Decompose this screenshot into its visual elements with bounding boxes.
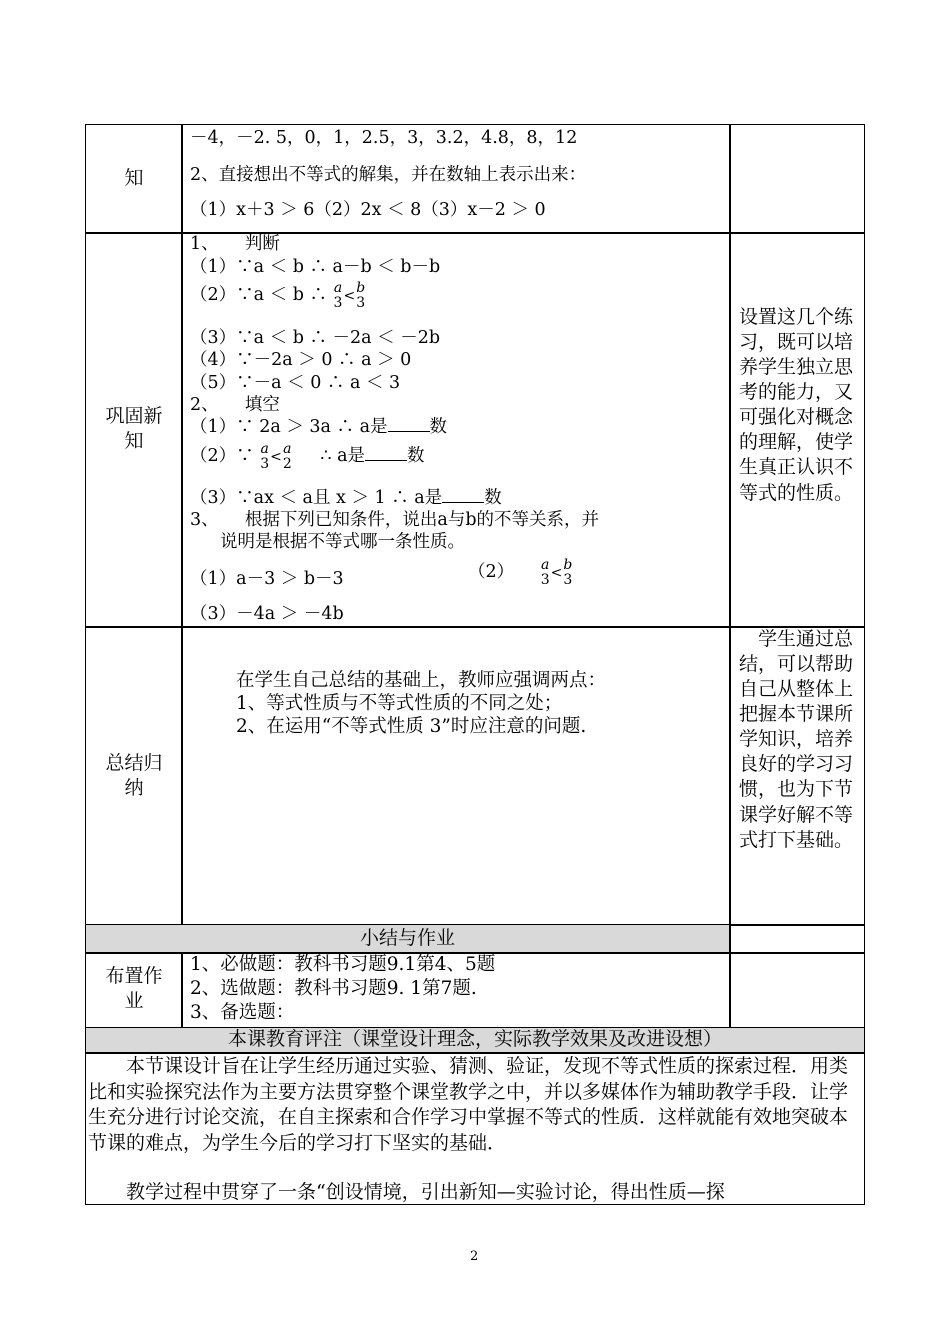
row2-note: 设置这几个练习，既可以培养学生独立思考的能力，又可强化对概念的理解，使学生真正认识不等式的性质。 <box>739 306 854 504</box>
row3-label-line1: 总结归 <box>105 752 163 774</box>
row2-label-line1: 巩固新 <box>105 405 163 427</box>
q1-item-3: （3）∵a ＜ b ∴ －2a ＜ －2b <box>190 328 441 348</box>
q3-item-1: （1）a－3 ＞ b－3 <box>190 569 344 589</box>
q2-item-2: （2）∵ a 3 < a 2 ∴ a是 数 <box>190 441 425 472</box>
row3-line-2: 1、等式性质与不等式性质的不同之处； <box>236 693 563 714</box>
less-than-sign: < <box>270 449 282 466</box>
q3-item-2: （2） a 3 < b 3 <box>468 557 573 588</box>
answer-blank <box>388 417 430 432</box>
homework-line-3: 3、备选题： <box>190 1002 295 1023</box>
row2-label-line2: 知 <box>124 429 144 452</box>
evaluation-paragraph-2: 教学过程中贯穿了一条“创设情境，引出新知—实验讨论，得出性质—探 <box>126 1181 725 1203</box>
summary-header: 小结与作业 <box>359 927 455 949</box>
fraction-b-over-3: b 3 <box>563 557 573 588</box>
page-number: 2 <box>470 1249 479 1264</box>
fraction-b-over-3: b 3 <box>356 280 366 311</box>
fraction-a-over-3: a 3 <box>333 280 343 311</box>
q1-item-2 <box>190 281 366 310</box>
homework-line-1: 1、必做题：教科书习题9.1第4、5题 <box>190 954 496 975</box>
q2-head: 2、 填空 <box>190 395 280 415</box>
q1-item-2-text: （2）∵a ＜ b ∴ <box>190 285 327 306</box>
q1-item-4: （4）∵－2a ＞ 0 ∴ a ＞ 0 <box>190 350 412 370</box>
fraction-a-over-2: a 2 <box>282 441 292 472</box>
evaluation-paragraph-1: 本节课设计旨在让学生经历通过实验、猜测、验证，发现不等式性质的探索过程．用类比和实验探究法作为主要方法贯穿整个课堂教学之中，并以多媒体作为辅助教学手段．让学生充分进行讨论交流，在自主探索和合作学习中掌握不等式的性质．这样就能有效地突破本节课的难点，为学生今后的学习打下坚实的基础． <box>88 1055 849 1154</box>
homework-label-line2: 业 <box>124 989 144 1012</box>
col-divider-left <box>181 124 183 952</box>
row1-line-3: （1）x＋3 ＞ 6（2）2x ＜ 8（3）x－2 ＞ 0 <box>190 200 546 220</box>
q3-head-2: 说明是根据不等式哪一条性质。 <box>220 532 465 552</box>
q3-item-3: （3）－4a ＞ －4b <box>190 604 344 624</box>
row1-label: 知 <box>124 167 144 189</box>
q2-item-3: （3）∵ax ＜ a且 x ＞ 1 ∴ a是 数 <box>190 488 502 508</box>
row3-note: 学生通过总结，可以帮助自己从整体上把握本节课所学知识，培养良好的学习习惯，也为下节课学好解不等式打下基础。 <box>739 628 854 851</box>
row3-line-1: 在学生自己总结的基础上，教师应强调两点： <box>236 670 607 691</box>
q1-item-1: （1）∵a ＜ b ∴ a－b ＜ b－b <box>190 257 441 277</box>
row1-line-1: －4，－2. 5，0，1，2.5，3，3.2，4.8，8，12 <box>190 128 578 148</box>
q1-head: 1、 判断 <box>190 234 280 254</box>
fraction-a-over-3: a 3 <box>260 441 270 472</box>
row3-line-3: 2、在运用“不等式性质 3”时应注意的问题. <box>236 716 587 737</box>
homework-label <box>86 964 182 1013</box>
homework-label-line1: 布置作 <box>105 965 163 987</box>
row2-label <box>86 404 182 453</box>
col-divider-right <box>729 124 731 1028</box>
less-than-sign: < <box>550 565 563 582</box>
row3-label <box>86 751 182 800</box>
homework-line-2: 2、选做题：教科书习题9. 1第7题. <box>190 978 477 999</box>
row3-label-line2: 纳 <box>124 776 144 799</box>
row1-line-2: 2、直接想出不等式的解集，并在数轴上表示出来： <box>190 165 587 185</box>
q1-item-5: （5）∵－a ＜ 0 ∴ a ＜ 3 <box>190 373 401 393</box>
answer-blank <box>442 488 484 503</box>
q2-item-1: （1）∵ 2a ＞ 3a ∴ a是 数 <box>190 417 448 437</box>
less-than-sign: < <box>343 288 356 305</box>
q3-head: 3、 根据下列已知条件，说出a与b的不等关系，并 <box>190 510 600 530</box>
evaluation-header: 本课教育评注（课堂设计理念，实际教学效果及改进设想） <box>227 1028 722 1050</box>
answer-blank <box>365 446 407 461</box>
fraction-a-over-3: a 3 <box>540 557 550 588</box>
